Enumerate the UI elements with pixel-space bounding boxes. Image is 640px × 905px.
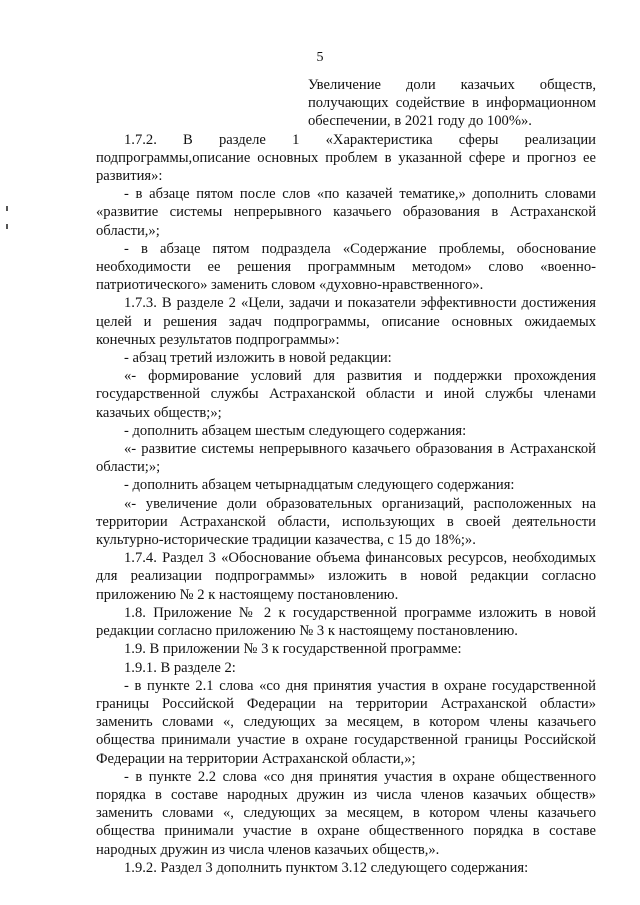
document-body — [96, 76, 596, 877]
amendment-item: - дополнить абзацем шестым следующего содержания: — [124, 422, 467, 439]
quoted-text: «- формирование условий для развития и поддержки прохождения государственной службы Астраханской области и иной службы членами казачьих обществ;»; — [96, 368, 596, 421]
margin-mark — [6, 224, 8, 229]
section-1-8: 1.8. Приложение № 2 к государственной программе изложить в новой редакции согласно приложению № 3 к настоящему постановлению. — [96, 604, 596, 640]
section-1-9: 1.9. В приложении № 3 к государственной программе: — [124, 641, 462, 658]
section-1-9-1: 1.9.1. В разделе 2: — [124, 659, 236, 676]
quoted-text: «- развитие системы непрерывного казачьего образования в Астраханской области;»; — [96, 441, 596, 476]
section-1-9-2: 1.9.2. Раздел 3 дополнить пунктом 3.12 следующего содержания: — [124, 859, 529, 876]
amendment-item: - в абзаце пятом подраздела «Содержание проблемы, обоснование необходимости ее решения программным методом» слово «военно-патриотического» заменить словом «духовно-нравственного». — [96, 240, 596, 294]
section-1-7-3: 1.7.3. В разделе 2 «Цели, задачи и показатели эффективности достижения целей и решения задач подпрограммы, описание основных ожидаемых конечных результатов подпрограммы»: — [96, 295, 596, 348]
amendment-item: - дополнить абзацем четырнадцатым следующего содержания: — [124, 477, 515, 494]
section-1-7-4: 1.7.4. Раздел 3 «Обоснование объема финансовых ресурсов, необходимых для реализации подпрограммы» изложить в новой редакции согласно приложению № 2 к настоящему постановлению. — [96, 550, 596, 603]
quoted-text: «- увеличение доли образовательных организаций, расположенных на территории Астраханской области, использующих в своей деятельности культурно-исторические традиции казачества, с 15 до 18%;». — [96, 495, 596, 549]
margin-mark — [6, 206, 8, 211]
amendment-item: - абзац третий изложить в новой редакции: — [124, 350, 392, 367]
amendment-item: - в пункте 2.2 слова «со дня принятия участия в охране общественного порядка в составе народных дружин из числа членов казачьих обществ» заменить словами «, следующих за месяцем, в котором члены казачьего общества принимали участие в охране общественного порядка в составе народных дружин из числа членов казачьих обществ,». — [96, 768, 596, 858]
section-1-7-2: 1.7.2. В разделе 1 «Характеристика сферы реализации подпрограммы,описание основных проблем в указанной сфере и прогноз ее развития»: — [96, 131, 596, 185]
amendment-item: - в абзаце пятом после слов «по казачей тематике,» дополнить словами «развитие системы непрерывного казачьего образования в Астраханской области,»; — [96, 186, 596, 239]
amendment-item: - в пункте 2.1 слова «со дня принятия участия в охране государственной границы Российской Федерации на территории Астраханской области» заменить словами «, следующих за месяцем, в котором члены казачьего общества принимали участие в охране государственной границы Российской Федерации на территории Астраханской области,»; — [96, 677, 596, 767]
page-number: 5 — [316, 50, 324, 65]
goal-continuation: Увеличение доли казачьих обществ, получающих содействие в информационном обеспечении, в 2021 году до 100%». — [308, 77, 596, 130]
